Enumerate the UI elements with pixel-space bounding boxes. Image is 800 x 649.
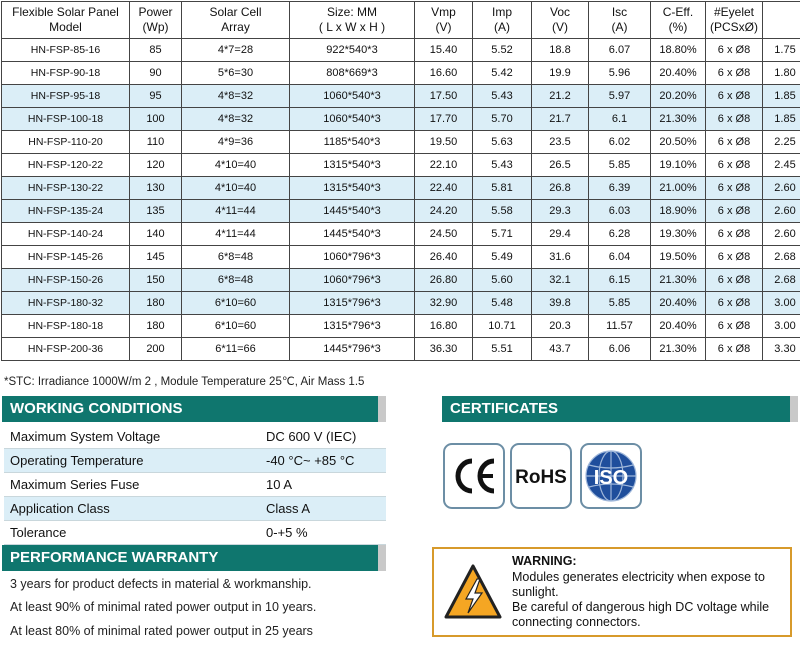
cell-model: HN-FSP-120-22 [2,154,130,177]
header-eyelet: #Eyelet (PCSxØ) [706,2,763,39]
cell-vmp: 19.50 [415,131,473,154]
cell-model: HN-FSP-200-36 [2,338,130,361]
cell-efficiency: 18.80% [651,39,706,62]
working-conditions-title [2,396,386,422]
condition-label: Maximum System Voltage [10,429,161,444]
cell-efficiency: 20.40% [651,292,706,315]
header-voc: Voc (V) [532,2,589,39]
cell-imp: 5.48 [473,292,532,315]
cell-efficiency: 21.30% [651,108,706,131]
cell-imp: 5.81 [473,177,532,200]
condition-row [4,425,386,449]
condition-value: 10 A [266,477,293,492]
cell-isc: 6.15 [589,269,651,292]
cell-power: 85 [130,39,182,62]
cell-voc: 20.3 [532,315,589,338]
iso-logo [580,443,642,509]
cell-weight: 1.85 [763,108,800,131]
condition-row [4,473,386,497]
spec-row [2,269,800,292]
cell-power: 180 [130,292,182,315]
cell-imp: 5.58 [473,200,532,223]
cell-efficiency: 20.20% [651,85,706,108]
cell-eyelet: 6 x Ø8 [706,39,763,62]
title-bar-shade [790,396,798,422]
iso-globe-icon [582,445,640,507]
header-size: Size: MM ( L x W x H ) [290,2,415,39]
condition-value: 0-+5 % [266,525,308,540]
header-model: Flexible Solar Panel Model [2,2,130,39]
cell-weight: 3.00 [763,315,800,338]
spec-row [2,131,800,154]
cell-size: 1185*540*3 [290,131,415,154]
cell-size: 1060*796*3 [290,269,415,292]
cell-model: HN-FSP-85-16 [2,39,130,62]
cell-imp: 5.52 [473,39,532,62]
cell-isc: 6.03 [589,200,651,223]
cell-model: HN-FSP-180-18 [2,315,130,338]
condition-row [4,449,386,473]
cell-weight: 2.60 [763,223,800,246]
header-vmp: Vmp (V) [415,2,473,39]
cell-weight: 2.45 [763,154,800,177]
cell-eyelet: 6 x Ø8 [706,108,763,131]
cell-model: HN-FSP-110-20 [2,131,130,154]
cell-model: HN-FSP-100-18 [2,108,130,131]
cell-power: 120 [130,154,182,177]
condition-value: Class A [266,501,311,516]
cell-vmp: 22.10 [415,154,473,177]
cell-cell-array: 6*8=48 [182,246,290,269]
cell-isc: 6.06 [589,338,651,361]
certificates-title [442,396,798,422]
cell-voc: 21.2 [532,85,589,108]
header-efficiency: C-Eff. (%) [651,2,706,39]
cell-imp: 5.51 [473,338,532,361]
cell-eyelet: 6 x Ø8 [706,85,763,108]
cell-cell-array: 4*7=28 [182,39,290,62]
cell-eyelet: 6 x Ø8 [706,246,763,269]
ce-logo [443,443,505,509]
cell-voc: 29.4 [532,223,589,246]
cell-weight: 2.60 [763,177,800,200]
cell-vmp: 26.80 [415,269,473,292]
header-cell-array: Solar Cell Array [182,2,290,39]
condition-label: Operating Temperature [10,453,144,468]
cell-eyelet: 6 x Ø8 [706,131,763,154]
cell-isc: 6.39 [589,177,651,200]
cell-efficiency: 21.00% [651,177,706,200]
cell-imp: 5.63 [473,131,532,154]
cell-model: HN-FSP-180-32 [2,292,130,315]
cell-size: 1445*540*3 [290,223,415,246]
cell-isc: 5.85 [589,154,651,177]
cell-model: HN-FSP-90-18 [2,62,130,85]
cell-size: 1445*540*3 [290,200,415,223]
cell-eyelet: 6 x Ø8 [706,338,763,361]
spec-table [1,1,800,361]
cell-voc: 19.9 [532,62,589,85]
cell-vmp: 24.20 [415,200,473,223]
cell-size: 922*540*3 [290,39,415,62]
cell-efficiency: 19.10% [651,154,706,177]
cell-weight: 3.30 [763,338,800,361]
cell-cell-array: 6*10=60 [182,292,290,315]
condition-row [4,521,386,545]
cell-isc: 5.96 [589,62,651,85]
spec-table-body [2,39,800,361]
spec-row [2,292,800,315]
cell-eyelet: 6 x Ø8 [706,200,763,223]
cell-model: HN-FSP-145-26 [2,246,130,269]
cell-voc: 43.7 [532,338,589,361]
spec-row [2,223,800,246]
cell-cell-array: 6*11=66 [182,338,290,361]
cell-voc: 21.7 [532,108,589,131]
title-bar-shade [378,396,386,422]
cell-power: 140 [130,223,182,246]
cell-efficiency: 20.50% [651,131,706,154]
cell-model: HN-FSP-140-24 [2,223,130,246]
cell-efficiency: 18.90% [651,200,706,223]
working-conditions-title-text: WORKING CONDITIONS [10,400,183,417]
spec-row [2,62,800,85]
warranty-line: At least 80% of minimal rated power output in 25 years [10,624,313,638]
cell-size: 1445*796*3 [290,338,415,361]
condition-value: DC 600 V (IEC) [266,429,357,444]
cell-vmp: 16.80 [415,315,473,338]
cell-size: 808*669*3 [290,62,415,85]
cell-power: 95 [130,85,182,108]
warning-line: Be careful of dangerous high DC voltage while [512,600,770,614]
certificates-title-text: CERTIFICATES [450,400,559,417]
cell-eyelet: 6 x Ø8 [706,223,763,246]
cell-efficiency: 20.40% [651,62,706,85]
cell-voc: 39.8 [532,292,589,315]
cell-cell-array: 6*8=48 [182,269,290,292]
cell-eyelet: 6 x Ø8 [706,154,763,177]
cell-weight: 1.75 [763,39,800,62]
rohs-mark-icon [512,445,570,507]
cell-voc: 31.6 [532,246,589,269]
spec-row [2,246,800,269]
spec-row [2,108,800,131]
cell-model: HN-FSP-95-18 [2,85,130,108]
cell-weight: 3.00 [763,292,800,315]
iso-text: ISO [593,467,629,489]
cell-size: 1060*540*3 [290,108,415,131]
cell-voc: 23.5 [532,131,589,154]
spec-row [2,85,800,108]
cell-cell-array: 6*10=60 [182,315,290,338]
cell-imp: 5.49 [473,246,532,269]
cell-efficiency: 19.50% [651,246,706,269]
cell-imp: 5.42 [473,62,532,85]
cell-cell-array: 4*9=36 [182,131,290,154]
cell-power: 200 [130,338,182,361]
cell-vmp: 24.50 [415,223,473,246]
cell-power: 150 [130,269,182,292]
cell-cell-array: 4*10=40 [182,177,290,200]
cell-power: 100 [130,108,182,131]
cell-isc: 6.07 [589,39,651,62]
header-power: Power (Wp) [130,2,182,39]
cell-size: 1315*540*3 [290,154,415,177]
cell-size: 1315*796*3 [290,292,415,315]
cell-voc: 18.8 [532,39,589,62]
condition-label: Tolerance [10,525,67,540]
cell-imp: 5.70 [473,108,532,131]
cell-model: HN-FSP-150-26 [2,269,130,292]
cell-vmp: 32.90 [415,292,473,315]
cell-voc: 29.3 [532,200,589,223]
condition-value: -40 °C~ +85 °C [266,453,355,468]
spec-row [2,315,800,338]
spec-row [2,154,800,177]
cell-imp: 10.71 [473,315,532,338]
cell-power: 110 [130,131,182,154]
cell-isc: 6.04 [589,246,651,269]
rohs-text: RoHS [515,467,567,488]
header-imp: Imp (A) [473,2,532,39]
cell-imp: 5.60 [473,269,532,292]
header-isc: Isc (A) [589,2,651,39]
condition-label: Maximum Series Fuse [10,477,140,492]
cell-cell-array: 4*11=44 [182,223,290,246]
cell-vmp: 17.70 [415,108,473,131]
cell-cell-array: 4*10=40 [182,154,290,177]
spec-row [2,200,800,223]
spec-row [2,338,800,361]
performance-warranty-title [2,545,386,571]
cell-vmp: 17.50 [415,85,473,108]
working-conditions-list [4,425,386,545]
cell-efficiency: 21.30% [651,269,706,292]
cell-power: 145 [130,246,182,269]
cell-model: HN-FSP-130-22 [2,177,130,200]
warning-box [432,547,792,637]
cell-size: 1315*540*3 [290,177,415,200]
warning-title: WARNING: [512,554,577,568]
cell-weight: 1.80 [763,62,800,85]
warning-line: sunlight. [512,585,559,599]
cell-weight: 2.68 [763,246,800,269]
cell-isc: 6.02 [589,131,651,154]
cell-weight: 2.60 [763,200,800,223]
warning-text [512,570,784,630]
cell-vmp: 22.40 [415,177,473,200]
performance-warranty-title-text: PERFORMANCE WARRANTY [10,549,219,566]
warning-line: Modules generates electricity when expose to [512,570,765,584]
condition-label: Application Class [10,501,110,516]
cell-eyelet: 6 x Ø8 [706,269,763,292]
cell-isc: 11.57 [589,315,651,338]
warranty-line: At least 90% of minimal rated power output in 10 years. [10,600,317,614]
spec-table-header [2,2,800,39]
warranty-line: 3 years for product defects in material & workmanship. [10,577,312,591]
cell-cell-array: 4*8=32 [182,85,290,108]
cell-efficiency: 21.30% [651,338,706,361]
rohs-logo [510,443,572,509]
spec-row [2,39,800,62]
cell-power: 135 [130,200,182,223]
cell-isc: 5.97 [589,85,651,108]
cell-voc: 32.1 [532,269,589,292]
cell-cell-array: 4*11=44 [182,200,290,223]
cell-voc: 26.8 [532,177,589,200]
cell-size: 1060*796*3 [290,246,415,269]
cell-weight: 2.25 [763,131,800,154]
cell-isc: 6.28 [589,223,651,246]
cell-efficiency: 19.30% [651,223,706,246]
cell-size: 1060*540*3 [290,85,415,108]
cell-power: 130 [130,177,182,200]
cell-vmp: 15.40 [415,39,473,62]
cell-vmp: 26.40 [415,246,473,269]
cell-imp: 5.43 [473,154,532,177]
cell-weight: 1.85 [763,85,800,108]
cell-eyelet: 6 x Ø8 [706,315,763,338]
cell-eyelet: 6 x Ø8 [706,292,763,315]
ce-mark-icon [445,445,503,507]
condition-row [4,497,386,521]
cell-imp: 5.43 [473,85,532,108]
warning-line: connecting connectors. [512,615,641,629]
cell-model: HN-FSP-135-24 [2,200,130,223]
cell-eyelet: 6 x Ø8 [706,177,763,200]
cell-isc: 5.85 [589,292,651,315]
cell-isc: 6.1 [589,108,651,131]
cell-vmp: 16.60 [415,62,473,85]
cell-cell-array: 4*8=32 [182,108,290,131]
stc-footnote: *STC: Irradiance 1000W/m 2 , Module Temperature 25℃, Air Mass 1.5 [4,376,365,388]
cell-vmp: 36.30 [415,338,473,361]
cell-voc: 26.5 [532,154,589,177]
cell-efficiency: 20.40% [651,315,706,338]
cell-eyelet: 6 x Ø8 [706,62,763,85]
cell-imp: 5.71 [473,223,532,246]
header-weight [763,2,800,39]
title-bar-shade [378,545,386,571]
cell-power: 180 [130,315,182,338]
cell-cell-array: 5*6=30 [182,62,290,85]
cell-size: 1315*796*3 [290,315,415,338]
high-voltage-warning-icon [444,563,502,621]
cell-power: 90 [130,62,182,85]
spec-row [2,177,800,200]
cell-weight: 2.68 [763,269,800,292]
